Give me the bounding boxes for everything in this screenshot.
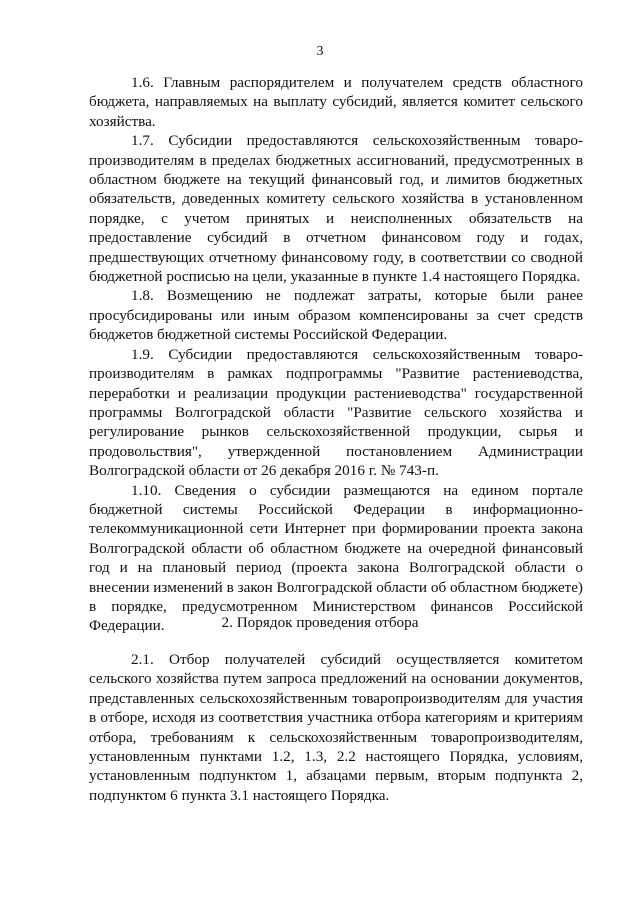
paragraph-1-7: 1.7. Субсидии предоставляются сельскохозяйственным товаропроизводителям в пределах бюджетных ассигнований, предусмотренных в областном бюджете на текущий финансовый год, и лимитов бюджетных обязательств, доведенных комитету сельского хозяйства в установленном порядке, с учетом принятых и неисполненных обязательств на предоставление субсидий в отчетном финансовом году и годах, предшествующих отчетному финансовому году, в соответствии со сводной бюджетной росписью на цели, указанные в пункте 1.4 настоящего Порядка. (89, 132, 583, 286)
paragraph-1-8: 1.8. Возмещению не подлежат затраты, которые были ранее просубсидированы или иным образом компенсированы за счет средств бюджетов бюджетной системы Российской Федерации. (89, 287, 583, 344)
section-1-body (89, 73, 583, 636)
paragraph-1-9: 1.9. Субсидии предоставляются сельскохозяйственным товаропроизводителям в рамках подпрограммы "Развитие растениеводства, переработки и реализации продукции растениеводства" государственной программы Волгоградской области "Развитие сельского хозяйства и регулирование рынков сельскохозяйственной продукции, сырья и продовольствия", утвержденной постановлением Администрации Волгоградской области от 26 декабря 2016 г. № 743-п. (89, 345, 583, 480)
paragraph-1-10: 1.10. Сведения о субсидии размещаются на едином портале бюджетной системы Российской Федерации в информационно-телекоммуникационной сети Интернет при формировании проекта закона Волгоградской области об областном бюджете на очередной финансовый год и на плановый период (проекта закона Волгоградской области о внесении изменений в закон Волгоградской области об областном бюджете) в порядке, предусмотренном Министерством финансов Российской Федерации. (89, 481, 583, 635)
paragraph-2-1: 2.1. Отбор получателей субсидий осуществляется комитетом сельского хозяйства путем запроса предложений на основании документов, представленных сельскохозяйственным товаропроизводителям для участия в отборе, исходя из соответствия участника отбора категориям и критериям отбора, требованиям к сельскохозяйственным товаропроизводителям, установленным пунктами 1.2, 1.3, 2.2 настоящего Порядка, условиям, установленным подпунктом 1, абзацами первым, вторым подпункта 2, подпунктом 6 пункта 3.1 настоящего Порядка. (89, 651, 583, 804)
section-2-body (89, 650, 583, 805)
paragraph-1-6: 1.6. Главным распорядителем и получателем средств областного бюджета, направляемых на выплату субсидий, является комитет сельского хозяйства. (89, 74, 583, 130)
section-heading: 2. Порядок проведения отбора (221, 614, 419, 631)
page-number: 3 (316, 44, 324, 59)
